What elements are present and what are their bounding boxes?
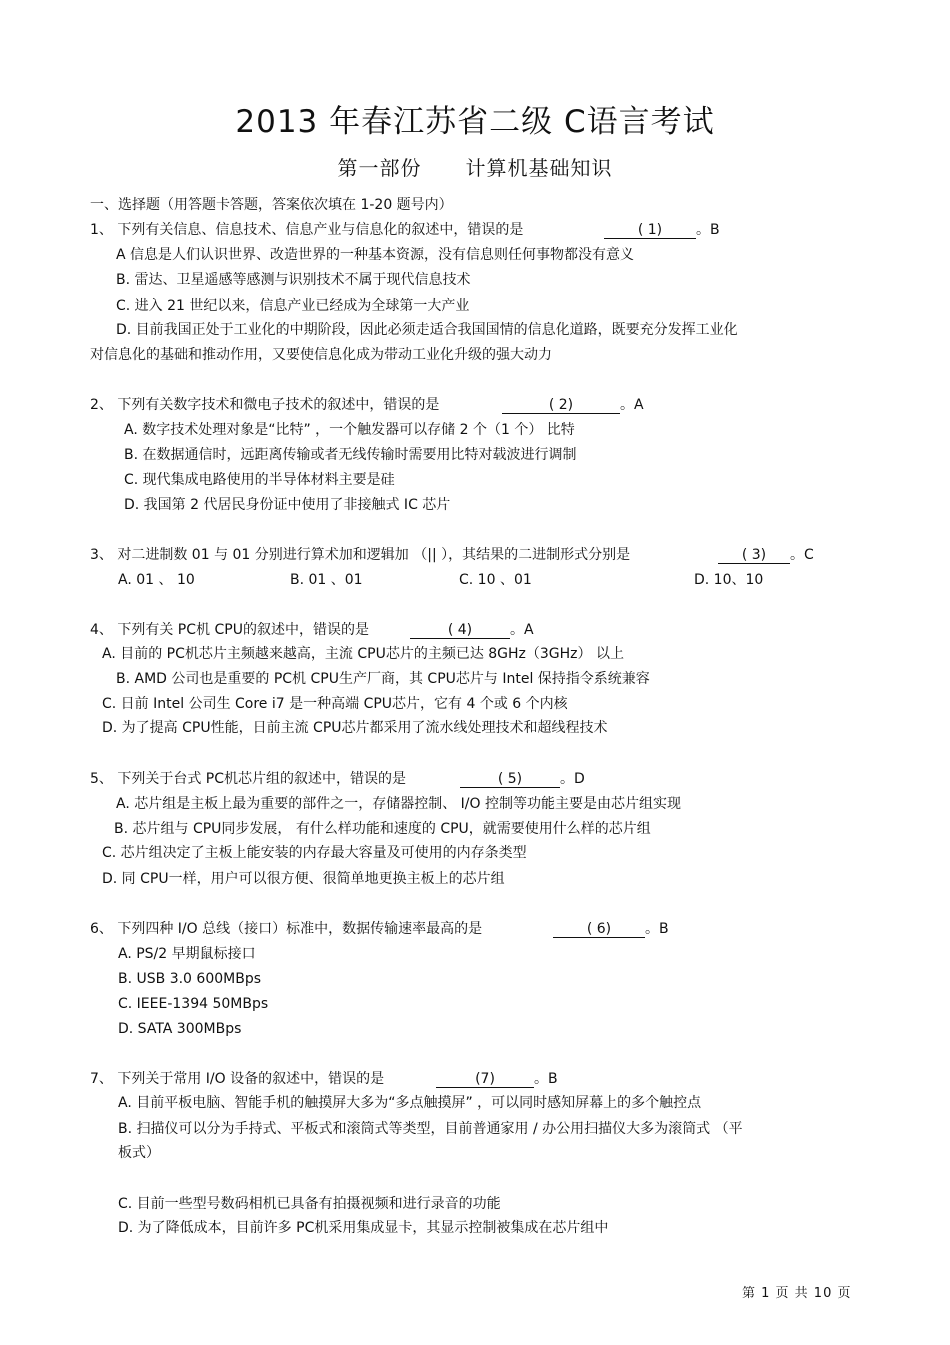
option-d: D. 我国第 2 代居民身份证中使用了非接触式 IC 芯片 (124, 497, 451, 513)
option-d: D. 10、10 (694, 572, 764, 588)
option-b: B. 在数据通信时，远距离传输或者无线传输时需要用比特对载波进行调制 (124, 447, 577, 463)
answer-blank: ( 6) (553, 922, 645, 938)
question-stem: 2、 下列有关数字技术和微电子技术的叙述中，错误的是 (90, 397, 440, 413)
option-d: D. 目前我国正处于工业化的中期阶段，因此必须走适合我国国情的信息化道路，既要充分发挥工业化 (116, 322, 738, 338)
option-b: B. 雷达、卫星遥感等感测与识别技术不属于现代信息技术 (116, 272, 471, 288)
option-b: B. AMD 公司也是重要的 PC机 CPU生产厂商，其 CPU芯片与 Intel 保持指令系统兼容 (116, 671, 650, 687)
option-a: A 信息是人们认识世界、改造世界的一种基本资源，没有信息则任何事物都没有意义 (116, 247, 635, 263)
option-d: D. 为了提高 CPU性能，日前主流 CPU芯片都采用了流水线处理技术和超线程技术 (102, 720, 608, 736)
option-c: C. 目前一些型号数码相机已具备有拍摄视频和进行录音的功能 (118, 1196, 501, 1212)
option-c: C. 日前 Intel 公司生 Core i7 是一种高端 CPU芯片，它有 4 个或 6 个内核 (102, 696, 568, 712)
option-c: C. IEEE-1394 50MBps (118, 996, 269, 1012)
answer-blank: ( 3) (718, 548, 790, 564)
answer-line (553, 920, 669, 938)
option-a: A. 目前的 PC机芯片主频越来越高，主流 CPU芯片的主频已达 8GHz（3GHz） 以上 (102, 646, 624, 662)
answer-blank: ( 4) (410, 623, 510, 639)
option-a: A. 数字技术处理对象是“比特” ，一个触发器可以存储 2 个（1 个） 比特 (124, 422, 575, 438)
answer-key: 。B (645, 921, 669, 937)
answer-key: 。B (696, 222, 720, 238)
answer-key: 。D (560, 771, 585, 787)
section-heading: 一、选择题（用答题卡答题，答案依次填在 1-20 题号内） (90, 197, 453, 213)
answer-key: 。C (790, 547, 814, 563)
option-b: B. 01 、01 (290, 572, 363, 588)
answer-blank: ( 1) (604, 223, 696, 239)
option-c: C. 现代集成电路使用的半导体材料主要是硅 (124, 472, 395, 488)
question-stem: 1、 下列有关信息、信息技术、信息产业与信息化的叙述中，错误的是 (90, 222, 524, 238)
answer-line (410, 621, 534, 639)
option-d: D. SATA 300MBps (118, 1021, 242, 1037)
question-stem: 4、 下列有关 PC机 CPU的叙述中，错误的是 (90, 622, 369, 638)
page-number: 第 1 页 共 10 页 (742, 1286, 852, 1301)
option-b: B. 扫描仪可以分为手持式、平板式和滚筒式等类型，目前普通家用 / 办公用扫描仪大多为滚筒式 （平 (118, 1121, 743, 1137)
option-c: C. 进入 21 世纪以来，信息产业已经成为全球第一大产业 (116, 298, 470, 314)
answer-line (460, 770, 585, 788)
option-b: B. 芯片组与 CPU同步发展， 有什么样功能和速度的 CPU，就需要使用什么样的芯片组 (114, 821, 651, 837)
option-c: C. 10 、01 (459, 572, 532, 588)
question-stem: 7、 下列关于常用 I/O 设备的叙述中，错误的是 (90, 1071, 385, 1087)
answer-key: 。A (510, 622, 534, 638)
question-stem: 6、 下列四种 I/O 总线（接口）标准中，数据传输速率最高的是 (90, 921, 483, 937)
option-b-continued: 板式） (118, 1145, 160, 1161)
option-d-continued: 对信息化的基础和推动作用，又要使信息化成为带动工业化升级的强大动力 (90, 347, 552, 363)
option-a: A. 01 、 10 (118, 572, 195, 588)
answer-key: 。B (534, 1071, 558, 1087)
page-title: 2013 年春江苏省二级 C语言考试 (235, 104, 715, 140)
option-d: D. 为了降低成本，目前许多 PC机采用集成显卡，其显示控制被集成在芯片组中 (118, 1220, 609, 1236)
part-name: 计算机基础知识 (465, 156, 613, 180)
option-a: A. 芯片组是主板上最为重要的部件之一，存储器控制、 I/O 控制等功能主要是由芯片组实现 (116, 796, 681, 812)
question-stem: 3、 对二进制数 01 与 01 分别进行算术加和逻辑加 （|| ），其结果的二进制形式分别是 (90, 547, 631, 563)
answer-blank: (7) (436, 1072, 534, 1088)
answer-line (718, 546, 814, 564)
question-stem: 5、 下列关于台式 PC机芯片组的叙述中，错误的是 (90, 771, 407, 787)
answer-blank: ( 5) (460, 772, 560, 788)
answer-key: 。A (620, 397, 644, 413)
answer-line (436, 1070, 558, 1088)
answer-blank: ( 2) (502, 398, 620, 414)
option-d: D. 同 CPU一样，用户可以很方便、很简单地更换主板上的芯片组 (102, 871, 505, 887)
part-heading (0, 152, 950, 181)
answer-line (604, 221, 720, 239)
part-label: 第一部份 (337, 156, 422, 180)
option-a: A. 目前平板电脑、智能手机的触摸屏大多为“多点触摸屏” ，可以同时感知屏幕上的多个触控点 (118, 1095, 702, 1111)
option-b: B. USB 3.0 600MBps (118, 971, 261, 987)
answer-line (502, 396, 644, 414)
option-c: C. 芯片组决定了主板上能安装的内存最大容量及可使用的内存条类型 (102, 845, 527, 861)
option-a: A. PS/2 早期鼠标接口 (118, 946, 256, 962)
